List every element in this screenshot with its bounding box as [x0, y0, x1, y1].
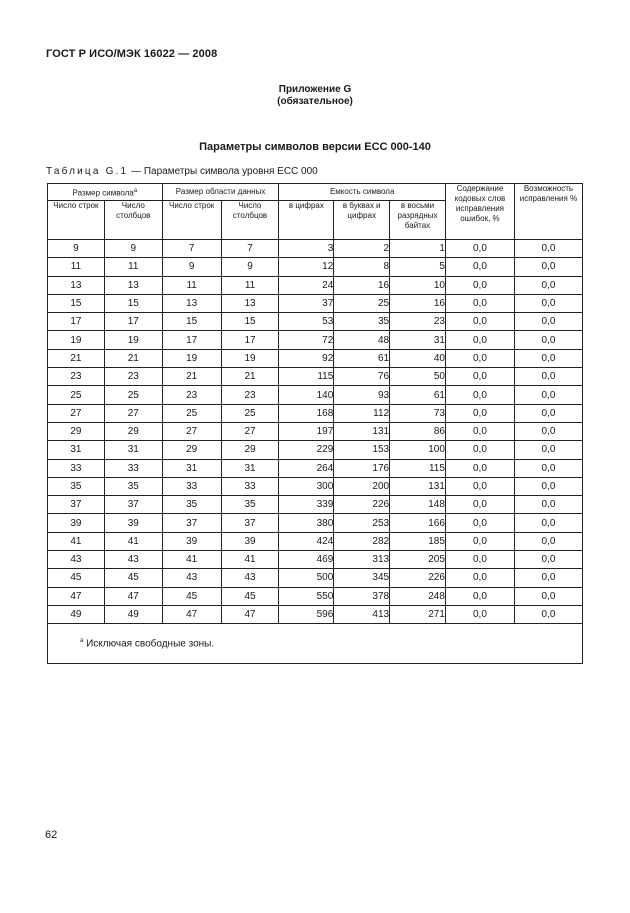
table-cell: 25: [221, 404, 279, 422]
table-cell: 0,0: [514, 331, 582, 349]
table-cell: 33: [221, 477, 279, 495]
table-cell: 100: [390, 441, 446, 459]
table-cell: 15: [104, 294, 162, 312]
table-cell: 131: [390, 477, 446, 495]
table-cell: 27: [48, 404, 105, 422]
table-cell: 226: [390, 569, 446, 587]
table-cell: 61: [390, 386, 446, 404]
table-cell: 45: [104, 569, 162, 587]
table-cell: 45: [221, 587, 279, 605]
table-cell: 424: [279, 532, 334, 550]
table-row: [48, 240, 583, 258]
table-cell: 12: [279, 258, 334, 276]
table-cell: 11: [104, 258, 162, 276]
table-cell: 7: [162, 240, 221, 258]
table-cell: 0,0: [514, 258, 582, 276]
table-cell: 0,0: [445, 459, 514, 477]
table-cell: 45: [162, 587, 221, 605]
table-cell: 0,0: [445, 422, 514, 440]
table-row: [48, 422, 583, 440]
table-cell: 49: [48, 605, 105, 623]
table-cell: 0,0: [445, 368, 514, 386]
table-cell: 0,0: [445, 477, 514, 495]
table-cell: 31: [162, 459, 221, 477]
table-cell: 229: [279, 441, 334, 459]
table-cell: 0,0: [445, 605, 514, 623]
table-cell: 16: [390, 294, 446, 312]
table-cell: 29: [48, 422, 105, 440]
table-cell: 13: [162, 294, 221, 312]
table-cell: 15: [162, 313, 221, 331]
table-cell: 23: [104, 368, 162, 386]
table-cell: 0,0: [445, 240, 514, 258]
annex-heading: [0, 84, 630, 108]
table-cell: 15: [221, 313, 279, 331]
table-cell: 0,0: [514, 605, 582, 623]
table-cell: 0,0: [514, 441, 582, 459]
table-cell: 153: [334, 441, 390, 459]
table-cell: 0,0: [514, 422, 582, 440]
table-cell: 9: [48, 240, 105, 258]
table-cell: 13: [104, 276, 162, 294]
table-cell: 0,0: [445, 551, 514, 569]
table-cell: 115: [279, 368, 334, 386]
header-symbol-size: Размер символа$^а$: [48, 184, 163, 201]
table-cell: 19: [221, 349, 279, 367]
table-row: [48, 386, 583, 404]
table-cell: 35: [221, 496, 279, 514]
table-cell: 5: [390, 258, 446, 276]
table-cell: 0,0: [445, 386, 514, 404]
table-cell: 0,0: [445, 404, 514, 422]
table-cell: 29: [104, 422, 162, 440]
table-row: [48, 276, 583, 294]
table-cell: 49: [104, 605, 162, 623]
table-cell: 43: [221, 569, 279, 587]
table-cell: 73: [390, 404, 446, 422]
table-cell: 0,0: [514, 349, 582, 367]
table-cell: 13: [221, 294, 279, 312]
table-cell: 550: [279, 587, 334, 605]
table-cell: 31: [48, 441, 105, 459]
table-cell: 0,0: [445, 532, 514, 550]
table-cell: 0,0: [514, 404, 582, 422]
table-cell: 41: [48, 532, 105, 550]
table-cell: 380: [279, 514, 334, 532]
table-cell: 500: [279, 569, 334, 587]
table-cell: 0,0: [514, 587, 582, 605]
table-cell: 1: [390, 240, 446, 258]
table-cell: 0,0: [445, 496, 514, 514]
table-cell: 17: [104, 313, 162, 331]
table-cell: 27: [104, 404, 162, 422]
table-cell: 48: [334, 331, 390, 349]
table-caption-text: — Параметры символа уровня ECC 000: [128, 166, 318, 177]
table-cell: 345: [334, 569, 390, 587]
table-cell: 0,0: [514, 459, 582, 477]
footnote-marker-header: а: [133, 187, 138, 194]
table-cell: 0,0: [514, 569, 582, 587]
table-cell: 0,0: [445, 276, 514, 294]
header-data-region: Размер области данных: [162, 184, 279, 201]
table-cell: 0,0: [445, 258, 514, 276]
table-cell: 8: [334, 258, 390, 276]
footnote-marker: а: [80, 638, 84, 645]
table-cell: 37: [48, 496, 105, 514]
table-cell: 226: [334, 496, 390, 514]
table-cell: 11: [221, 276, 279, 294]
table-cell: 378: [334, 587, 390, 605]
table-row: [48, 368, 583, 386]
table-cell: 313: [334, 551, 390, 569]
table-cell: 45: [48, 569, 105, 587]
header-digits: в цифрах: [279, 201, 334, 240]
table-cell: 21: [48, 349, 105, 367]
table-row: [48, 349, 583, 367]
table-cell: 11: [162, 276, 221, 294]
table-cell: 16: [334, 276, 390, 294]
table-row: [48, 459, 583, 477]
table-cell: 23: [390, 313, 446, 331]
symbol-parameters-table: [47, 183, 583, 664]
table-cell: 413: [334, 605, 390, 623]
table-cell: 19: [48, 331, 105, 349]
table-cell: 47: [162, 605, 221, 623]
table-cell: 15: [48, 294, 105, 312]
table-cell: 21: [104, 349, 162, 367]
table-cell: 47: [104, 587, 162, 605]
table-row: [48, 605, 583, 623]
table-cell: 9: [221, 258, 279, 276]
table-cell: 0,0: [445, 294, 514, 312]
table-row: [48, 258, 583, 276]
table-cell: 29: [162, 441, 221, 459]
header-bytes: в восьми разрядных байтах: [390, 201, 446, 240]
table-row: [48, 331, 583, 349]
table-cell: 469: [279, 551, 334, 569]
table-cell: 0,0: [445, 313, 514, 331]
table-cell: 39: [48, 514, 105, 532]
table-cell: 35: [162, 496, 221, 514]
table-cell: 41: [221, 551, 279, 569]
annex-status: (обязательное): [277, 96, 353, 107]
table-row: [48, 404, 583, 422]
table-row: [48, 477, 583, 495]
section-title: Параметры символов версии ECC 000-140: [199, 141, 431, 153]
table-cell: 37: [162, 514, 221, 532]
table-cell: 41: [162, 551, 221, 569]
table-cell: 93: [334, 386, 390, 404]
table-cell: 35: [48, 477, 105, 495]
table-cell: 0,0: [514, 551, 582, 569]
table-cell: 37: [279, 294, 334, 312]
table-cell: 23: [221, 386, 279, 404]
table-footnote: [48, 624, 583, 664]
table-row: [48, 496, 583, 514]
table-cell: 23: [162, 386, 221, 404]
table-row: [48, 441, 583, 459]
table-caption: [46, 166, 318, 177]
table-cell: 0,0: [514, 514, 582, 532]
table-row: [48, 587, 583, 605]
table-cell: 21: [221, 368, 279, 386]
table-cell: 19: [104, 331, 162, 349]
header-rows: Число строк: [48, 201, 105, 240]
table-cell: 29: [221, 441, 279, 459]
table-cell: 140: [279, 386, 334, 404]
table-cell: 13: [48, 276, 105, 294]
table-cell: 0,0: [514, 532, 582, 550]
table-cell: 10: [390, 276, 446, 294]
table-cell: 131: [334, 422, 390, 440]
table-cell: 40: [390, 349, 446, 367]
table-cell: 300: [279, 477, 334, 495]
table-cell: 43: [104, 551, 162, 569]
table-cell: 271: [390, 605, 446, 623]
header-correction: Возможность исправления %: [514, 184, 582, 240]
table-cell: 185: [390, 532, 446, 550]
table-cell: 17: [48, 313, 105, 331]
table-row: [48, 514, 583, 532]
header-capacity: Емкость символа: [279, 184, 445, 201]
table-cell: 282: [334, 532, 390, 550]
table-cell: 253: [334, 514, 390, 532]
table-cell: 115: [390, 459, 446, 477]
header-region-cols: Число столбцов: [221, 201, 279, 240]
table-cell: 31: [390, 331, 446, 349]
table-cell: 37: [221, 514, 279, 532]
header-region-rows: Число строк: [162, 201, 221, 240]
table-cell: 41: [104, 532, 162, 550]
table-cell: 61: [334, 349, 390, 367]
table-cell: 9: [104, 240, 162, 258]
table-cell: 47: [221, 605, 279, 623]
table-cell: 166: [390, 514, 446, 532]
header-cols: Число столбцов: [104, 201, 162, 240]
table-row: [48, 569, 583, 587]
table-cell: 0,0: [514, 294, 582, 312]
table-cell: 0,0: [445, 331, 514, 349]
table-cell: 0,0: [514, 313, 582, 331]
table-cell: 37: [104, 496, 162, 514]
table-cell: 9: [162, 258, 221, 276]
table-cell: 27: [162, 422, 221, 440]
table-cell: 53: [279, 313, 334, 331]
table-cell: 25: [104, 386, 162, 404]
table-cell: 0,0: [514, 276, 582, 294]
table-cell: 339: [279, 496, 334, 514]
table-cell: 76: [334, 368, 390, 386]
table-cell: 47: [48, 587, 105, 605]
table-cell: 72: [279, 331, 334, 349]
table-cell: 11: [48, 258, 105, 276]
table-cell: 0,0: [514, 386, 582, 404]
table-cell: 25: [48, 386, 105, 404]
table-row: [48, 313, 583, 331]
table-row: [48, 294, 583, 312]
table-cell: 25: [162, 404, 221, 422]
table-cell: 31: [221, 459, 279, 477]
table-cell: 43: [162, 569, 221, 587]
table-cell: 17: [162, 331, 221, 349]
annex-title: Приложение G: [278, 84, 352, 95]
table-cell: 33: [48, 459, 105, 477]
table-cell: 205: [390, 551, 446, 569]
table-caption-prefix: Таблица G.1: [46, 166, 129, 177]
table-cell: 43: [48, 551, 105, 569]
table-cell: 7: [221, 240, 279, 258]
table-cell: 596: [279, 605, 334, 623]
table-cell: 0,0: [445, 349, 514, 367]
table-cell: 3: [279, 240, 334, 258]
footnote-text: Исключая свободные зоны.: [83, 638, 215, 650]
table-cell: 264: [279, 459, 334, 477]
table-cell: 86: [390, 422, 446, 440]
table-cell: 112: [334, 404, 390, 422]
table-row: [48, 532, 583, 550]
table-cell: 39: [162, 532, 221, 550]
table-cell: 25: [334, 294, 390, 312]
table-cell: 19: [162, 349, 221, 367]
header-alnum: в буквах и цифрах: [334, 201, 390, 240]
table-cell: 0,0: [445, 441, 514, 459]
table-cell: 176: [334, 459, 390, 477]
table-cell: 35: [334, 313, 390, 331]
table-cell: 200: [334, 477, 390, 495]
table-cell: 27: [221, 422, 279, 440]
table-cell: 0,0: [514, 496, 582, 514]
table-cell: 33: [162, 477, 221, 495]
table-cell: 33: [104, 459, 162, 477]
table-cell: 39: [221, 532, 279, 550]
table-cell: 0,0: [445, 587, 514, 605]
table-cell: 92: [279, 349, 334, 367]
table-cell: 197: [279, 422, 334, 440]
page-number: 62: [45, 829, 58, 841]
table-cell: 35: [104, 477, 162, 495]
table-cell: 0,0: [445, 514, 514, 532]
table-cell: 21: [162, 368, 221, 386]
table-cell: 168: [279, 404, 334, 422]
table-cell: 0,0: [514, 477, 582, 495]
table-cell: 31: [104, 441, 162, 459]
table-cell: 0,0: [514, 368, 582, 386]
header-codeword-content: Содержание кодовых слов исправления ошибок, %: [445, 184, 514, 240]
table-cell: 0,0: [445, 569, 514, 587]
table-cell: 50: [390, 368, 446, 386]
table-cell: 24: [279, 276, 334, 294]
table-cell: 2: [334, 240, 390, 258]
table-cell: 17: [221, 331, 279, 349]
table-row: [48, 551, 583, 569]
table-cell: 248: [390, 587, 446, 605]
standard-header: ГОСТ Р ИСО/МЭК 16022 — 2008: [46, 48, 218, 60]
table-cell: 39: [104, 514, 162, 532]
table-cell: 0,0: [514, 240, 582, 258]
table-cell: 148: [390, 496, 446, 514]
table-cell: 23: [48, 368, 105, 386]
